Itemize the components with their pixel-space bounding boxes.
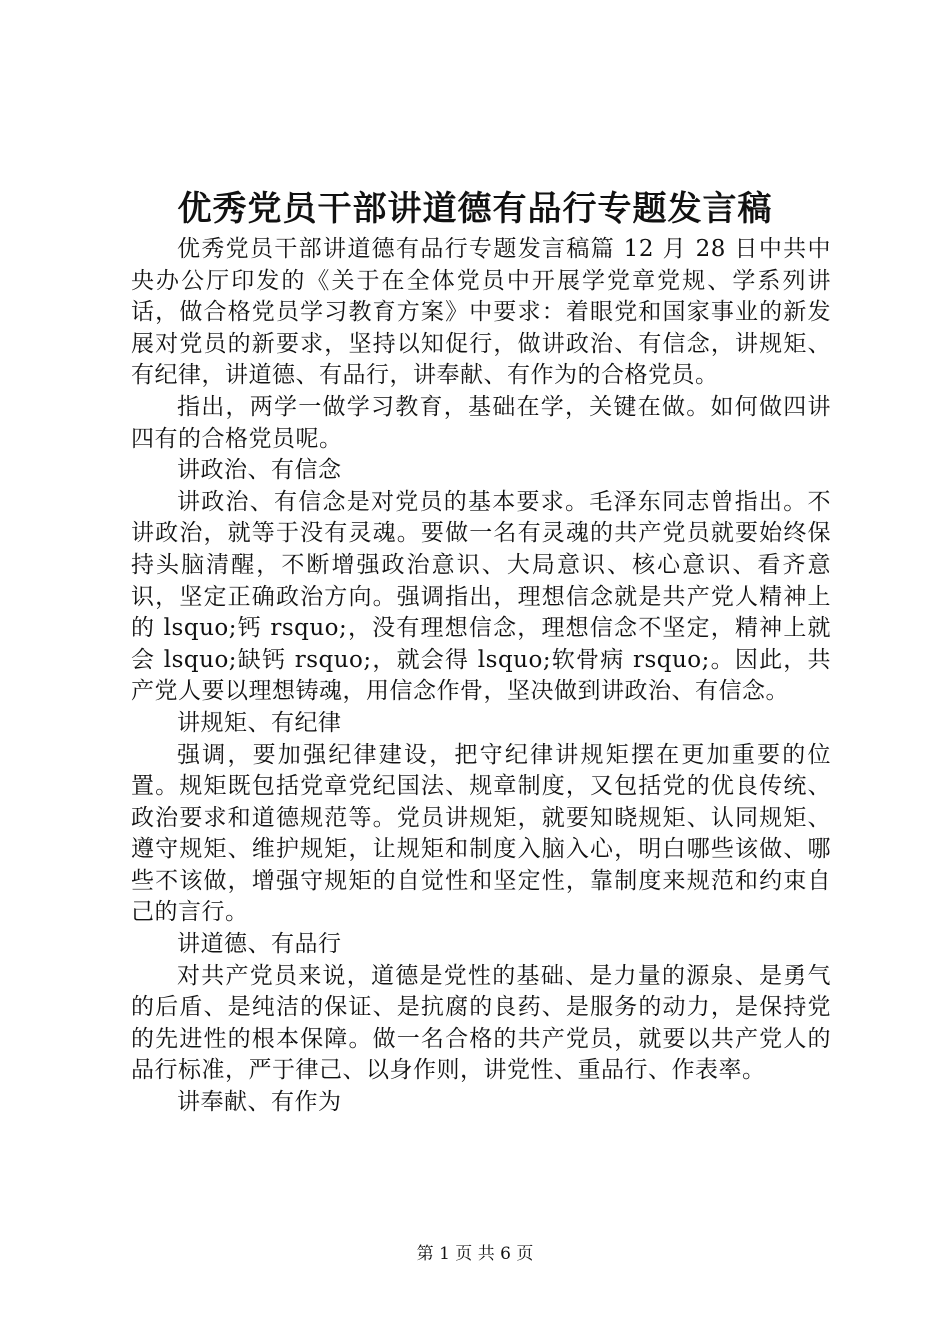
section-heading: 讲道德、有品行 xyxy=(177,931,342,958)
paragraph: 优秀党员干部讲道德有品行专题发言稿篇 12 月 28 日中共中央办公厅印发的《关于在全体党员中开展学党章党规、学系列讲话，做合格党员学习教育方案》中要求：着眼党和国家事业的新发展对党员的新要求，坚持以知促行，做讲政治、有信念，讲规矩、有纪律，讲道德、有品行，讲奉献、有作为的合格党员。 xyxy=(131,236,831,389)
paragraph: 对共产党员来说，道德是党性的基础、是力量的源泉、是勇气的后盾、是纯洁的保证、是抗腐的良药、是服务的动力，是保持党的先进性的根本保障。做一名合格的共产党员，就要以共产党人的品行标准，严于律己、以身作则，讲党性、重品行、作表率。 xyxy=(131,962,831,1084)
document-title: 优秀党员干部讲道德有品行专题发言稿 xyxy=(177,189,773,229)
paragraph: 强调，要加强纪律建设，把守纪律讲规矩摆在更加重要的位置。规矩既包括党章党纪国法、规章制度，又包括党的优良传统、政治要求和道德规范等。党员讲规矩，就要知晓规矩、认同规矩、遵守规矩、维护规矩，让规矩和制度入脑入心，明白哪些该做、哪些不该做，增强守规矩的自觉性和坚定性，靠制度来规范和约束自己的言行。 xyxy=(131,741,831,926)
section-heading: 讲政治、有信念 xyxy=(177,457,342,484)
paragraph: 指出，两学一做学习教育，基础在学，关键在做。如何做四讲四有的合格党员呢。 xyxy=(131,393,831,452)
document-body xyxy=(131,234,831,1119)
section-heading: 讲奉献、有作为 xyxy=(177,1089,342,1116)
page-number-footer: 第 1 页 共 6 页 xyxy=(416,1244,534,1264)
section-heading: 讲规矩、有纪律 xyxy=(177,709,342,736)
paragraph: 讲政治、有信念是对党员的基本要求。毛泽东同志曾指出。不讲政治，就等于没有灵魂。要做一名有灵魂的共产党员就要始终保持头脑清醒，不断增强政治意识、大局意识、核心意识、看齐意识，坚定正确政治方向。强调指出，理想信念就是共产党人精神上的 lsquo;钙 rsquo;，没有理想信念，理想信念不坚定，精神上就会 lsquo;缺钙 rsquo;，就会得 lsquo;软骨病 rsquo;。因此，共产党人要以理想铸魂，用信念作骨，坚决做到讲政治、有信念。 xyxy=(131,488,831,705)
